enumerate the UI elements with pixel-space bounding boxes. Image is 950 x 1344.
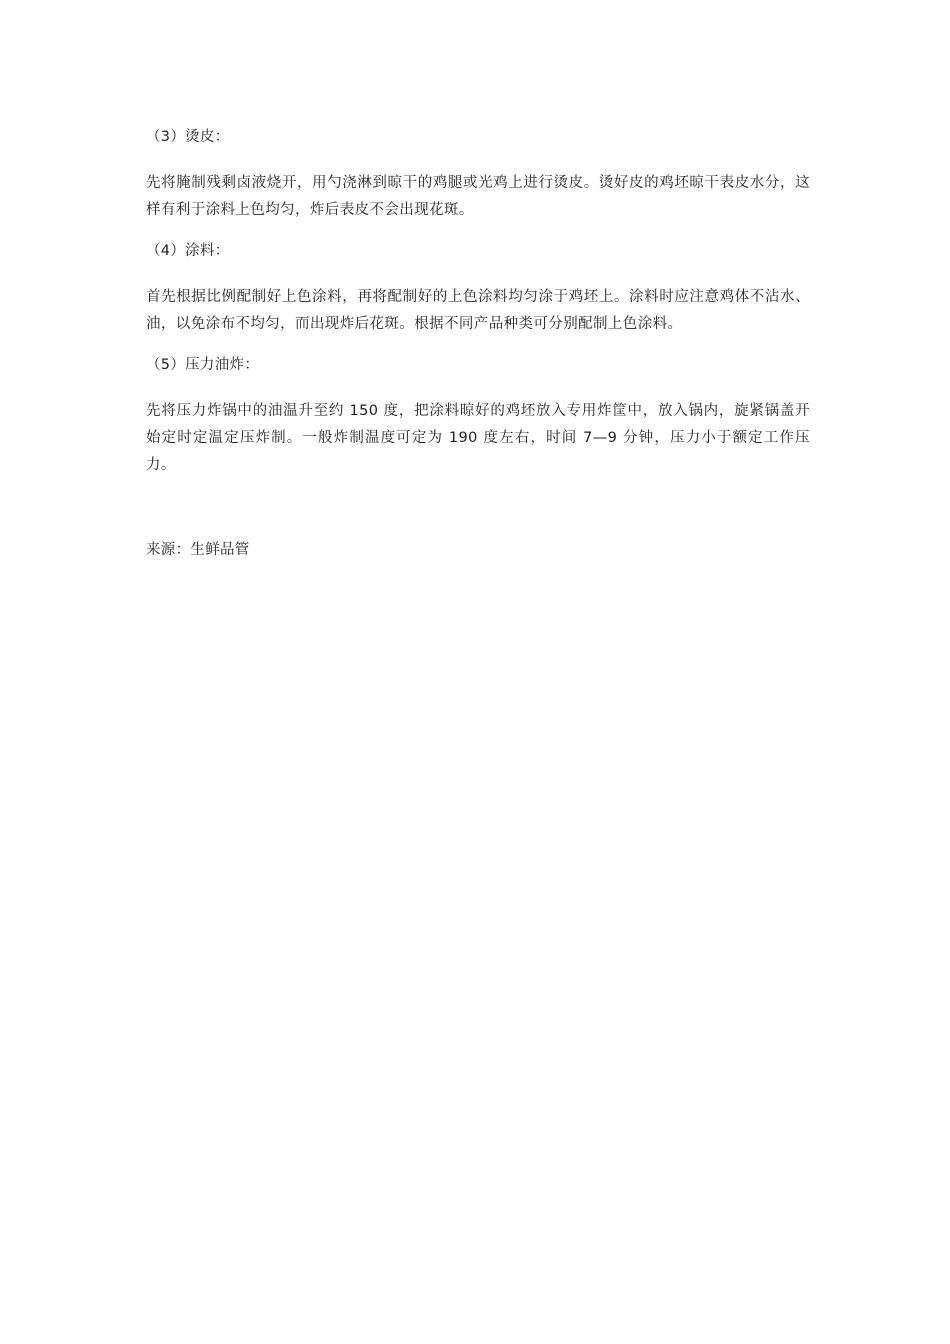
section-text-pressure-frying: 先将压力炸锅中的油温升至约 150 度，把涂料晾好的鸡坯放入专用炸筐中，放入锅内，旋紧锅盖开始定时定温定压炸制。一般炸制温度可定为 190 度左右，时间 7—9 分钟，压力小于额定工作压力。 [146,403,810,473]
section-text-scalding: 先将腌制残剩卤液烧开，用勺浇淋到晾干的鸡腿或光鸡上进行烫皮。烫好皮的鸡坯晾干表皮水分，这样有利于涂料上色均匀，炸后表皮不会出现花斑。 [146,175,810,218]
source-line: 来源：生鲜品管 [146,542,250,558]
section-text-coating: 首先根据比例配制好上色涂料，再将配制好的上色涂料均匀涂于鸡坯上。涂料时应注意鸡体不沾水、油，以免涂布不均匀，而出现炸后花斑。根据不同产品种类可分别配制上色涂料。 [146,289,810,332]
section-heading-scalding: （3）烫皮： [146,129,230,145]
document-body [146,124,810,564]
section-heading-coating: （4）涂料： [146,243,230,259]
section-heading-pressure-frying: （5）压力油炸： [146,357,260,373]
